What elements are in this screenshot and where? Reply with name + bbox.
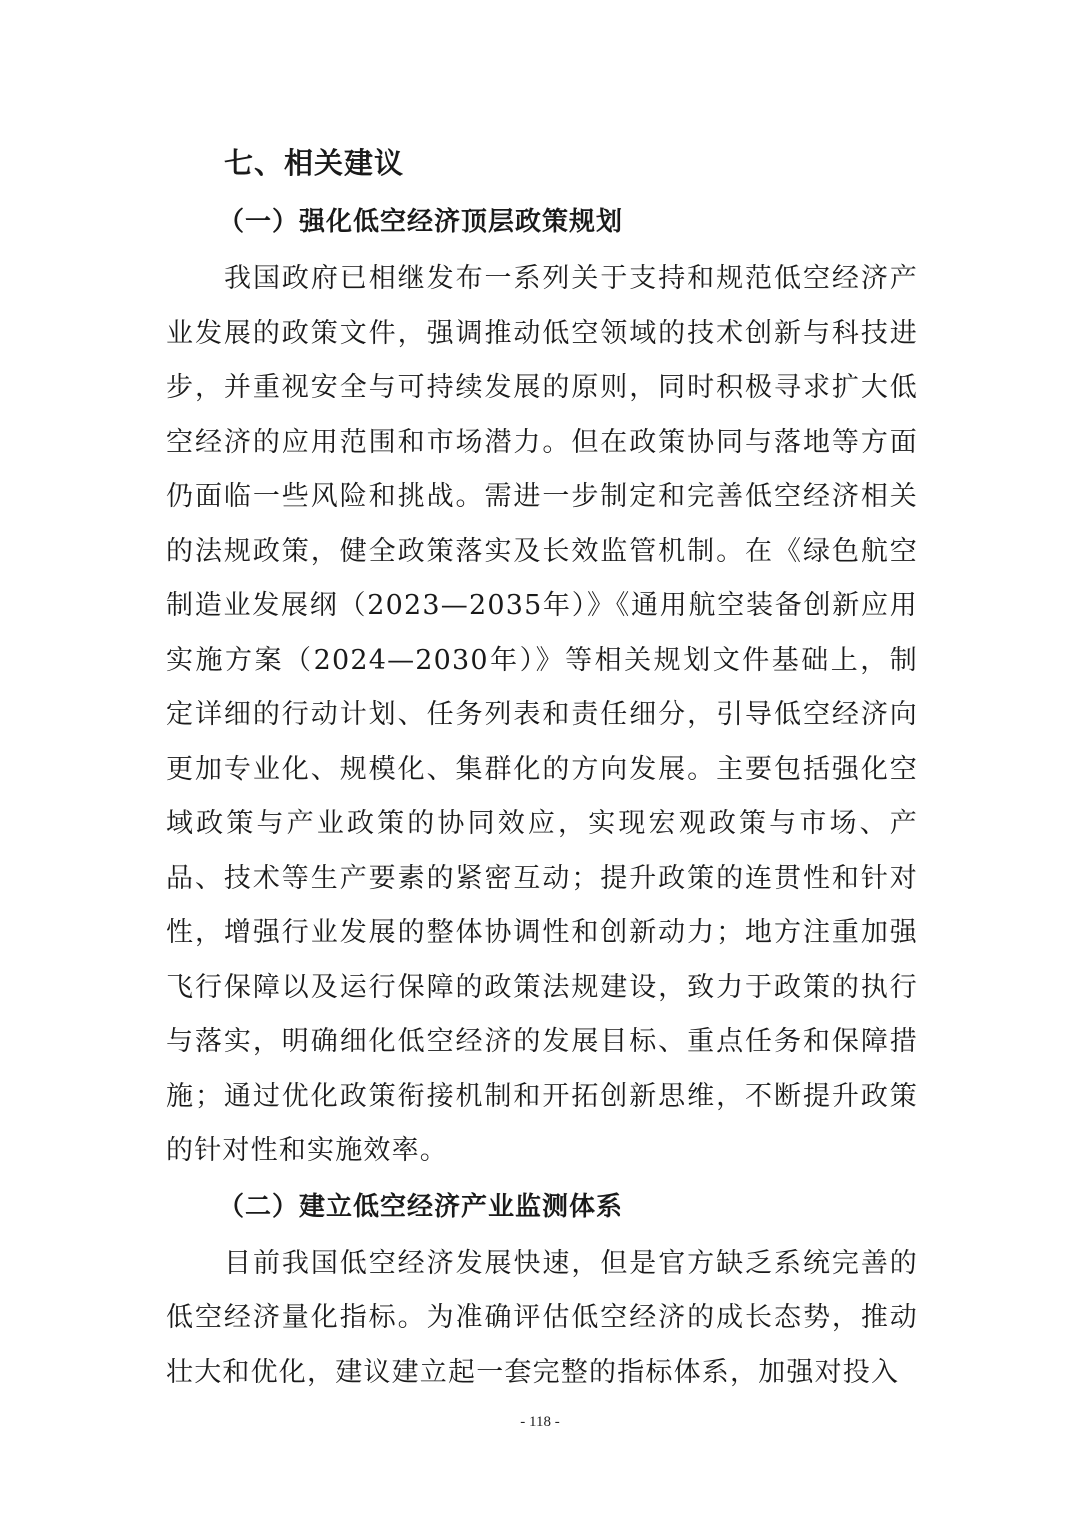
- page-content: [166, 140, 918, 1400]
- subsection-paragraph-1: 我国政府已相继发布一系列关于支持和规范低空经济产业发展的政策文件，强调推动低空领域的技术创新与科技进步，并重视安全与可持续发展的原则，同时积极寻求扩大低空经济的应用范围和市场潜力。但在政策协同与落地等方面仍面临一些风险和挑战。需进一步制定和完善低空经济相关的法规政策，健全政策落实及长效监管机制。在《绿色航空制造业发展纲（2023—2035年）》《通用航空装备创新应用实施方案（2024—2030年）》等相关规划文件基础上，制定详细的行动计划、任务列表和责任细分，引导低空经济向更加专业化、规模化、集群化的方向发展。主要包括强化空域政策与产业政策的协同效应，实现宏观政策与市场、产品、技术等生产要素的紧密互动；提升政策的连贯性和针对性，增强行业发展的整体协调性和创新动力；地方注重加强飞行保障以及运行保障的政策法规建设，致力于政策的执行与落实，明确细化低空经济的发展目标、重点任务和保障措施；通过优化政策衔接机制和开拓创新思维，不断提升政策的针对性和实施效率。: [166, 263, 918, 1166]
- subsection-heading-1: （一）强化低空经济顶层政策规划: [218, 207, 624, 237]
- section-title: 七、相关建议: [224, 146, 405, 180]
- page-number: - 118 -: [520, 1414, 560, 1430]
- subsection-paragraph-2: 目前我国低空经济发展快速，但是官方缺乏系统完善的低空经济量化指标。为准确评估低空经济的成长态势，推动壮大和优化，建议建立起一套完整的指标体系，加强对投入: [166, 1247, 918, 1388]
- subsection-heading-2: （二）建立低空经济产业监测体系: [218, 1191, 624, 1222]
